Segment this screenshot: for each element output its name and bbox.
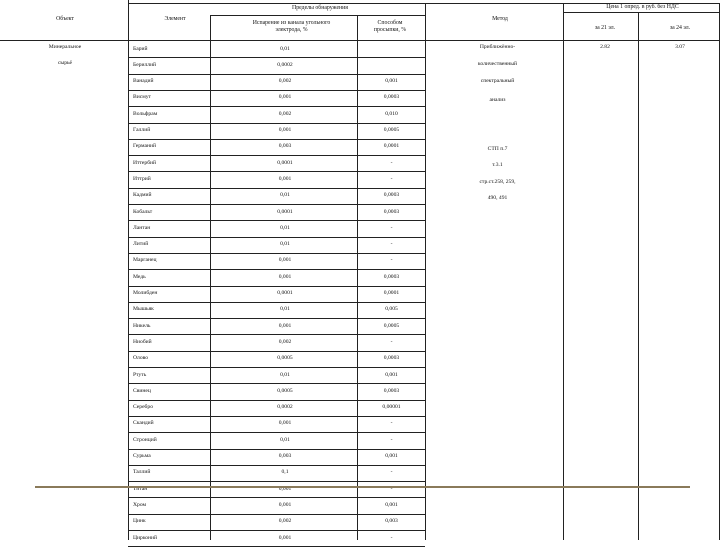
row-rule <box>128 155 425 156</box>
element-name: Вольфрам <box>133 110 158 117</box>
row-rule <box>128 220 425 221</box>
row-rule <box>128 497 425 498</box>
evap-limit: 0,001 <box>278 94 292 101</box>
price-sub-rule <box>563 12 720 13</box>
evap-limit: 0,01 <box>280 241 290 248</box>
header-sub-rule <box>210 15 425 16</box>
spill-limit: - <box>390 420 393 427</box>
evap-limit: 0,0005 <box>277 387 293 394</box>
row-rule <box>128 204 425 205</box>
bottom-accent-rule <box>35 486 690 488</box>
evap-limit: 0,0002 <box>277 61 293 68</box>
spill-limit: 0,0001 <box>383 143 400 150</box>
spill-limit: 0,001 <box>385 501 398 508</box>
spill-limit: 0,010 <box>385 110 398 117</box>
evap-limit: 0,01 <box>280 192 290 199</box>
evap-limit: 0,1 <box>281 469 289 476</box>
row-rule <box>128 286 425 287</box>
element-name: Кобальт <box>133 208 153 215</box>
element-name: Галлий <box>133 127 151 133</box>
spill-limit: 0,0003 <box>383 273 400 280</box>
method-line-10: 490, 491 <box>487 195 508 201</box>
element-name: Таллий <box>133 469 151 476</box>
header-limit-carbon-electrode: Испарение из канала угольного электрода, % <box>252 20 331 33</box>
col-rule-method <box>563 3 564 540</box>
method-line-3: спектральный <box>480 78 515 84</box>
header-price-title: Цена 1 опред. в руб. без НДС <box>606 4 679 10</box>
spill-limit: 0,001 <box>385 78 398 85</box>
evap-limit: 0,001 <box>278 322 292 329</box>
method-line-4: анализ <box>489 97 506 103</box>
row-rule <box>128 318 425 319</box>
element-name: Молибден <box>133 290 158 296</box>
object-label-line2: сырьё <box>57 60 73 66</box>
row-rule <box>128 481 425 482</box>
spill-limit: 0,0003 <box>383 94 400 101</box>
evap-limit: 0,003 <box>278 453 292 459</box>
header-element: Элемент <box>164 16 186 22</box>
spill-limit: 0,0003 <box>383 208 400 215</box>
spill-limit: 0,0003 <box>383 387 400 394</box>
evap-limit: 0,01 <box>280 224 290 231</box>
element-name: Мышьяк <box>133 306 154 313</box>
evap-limit: 0,0001 <box>277 208 293 215</box>
element-name: Висмут <box>133 94 151 101</box>
evap-limit: 0,01 <box>280 306 290 313</box>
spill-limit: 0,001 <box>385 453 398 459</box>
spill-limit: 0,0001 <box>383 290 400 296</box>
spill-limit: 0,005 <box>385 306 398 313</box>
evap-limit: 0,01 <box>280 371 290 378</box>
row-rule <box>128 253 425 254</box>
element-name: Стронций <box>133 436 157 443</box>
element-name: Олово <box>133 355 149 362</box>
row-rule <box>128 171 425 172</box>
element-name: Иттрий <box>133 175 151 182</box>
col-rule-spill <box>425 3 426 540</box>
spill-limit: - <box>390 436 393 443</box>
row-rule <box>128 514 425 515</box>
row-rule <box>128 432 425 433</box>
evap-limit: 0,01 <box>280 436 290 443</box>
element-name: Цирконий <box>133 534 158 541</box>
row-rule <box>128 383 425 384</box>
row-rule <box>128 465 425 466</box>
element-name: Ниобий <box>133 338 152 345</box>
evap-limit: 0,001 <box>278 420 292 427</box>
evap-limit: 0,001 <box>278 485 292 492</box>
element-name: Литий <box>133 241 149 248</box>
evap-limit: 0,0001 <box>277 159 293 166</box>
evap-limit: 0,01 <box>280 45 290 52</box>
spill-limit: - <box>390 485 393 492</box>
spill-limit: 0,0003 <box>383 355 400 362</box>
evap-limit: 0,0001 <box>277 290 293 296</box>
price-24-elements: 3.07 <box>675 44 685 50</box>
evap-limit: 0,001 <box>278 175 292 182</box>
element-name: Серебро <box>133 404 154 411</box>
row-rule <box>128 530 425 531</box>
method-line-9: стр.ст.258, 259, <box>479 179 516 185</box>
element-name: Сурьма <box>133 453 151 459</box>
spill-limit: - <box>390 469 393 476</box>
spill-limit: - <box>390 534 393 541</box>
row-rule <box>128 449 425 450</box>
evap-limit: 0,001 <box>278 501 292 508</box>
spill-limit: - <box>390 257 393 264</box>
element-name: Германий <box>133 143 156 150</box>
header-price-col2: за 24 эл. <box>669 25 691 31</box>
evap-limit: 0,0002 <box>277 404 293 411</box>
element-name: Марганец <box>133 257 157 264</box>
evap-limit: 0,002 <box>278 338 292 345</box>
row-rule <box>128 302 425 303</box>
row-rule <box>128 123 425 124</box>
spill-limit: - <box>390 241 393 248</box>
header-method: Метод <box>492 16 508 22</box>
method-line-1: Приближённо- <box>479 44 516 50</box>
element-name: Цинк <box>133 518 146 525</box>
header-price-col1: за 21 эл. <box>594 25 616 31</box>
spill-limit: 0,001 <box>385 371 398 378</box>
spill-limit: - <box>390 224 393 231</box>
spill-limit: - <box>390 175 393 182</box>
evap-limit: 0,001 <box>278 534 292 541</box>
element-name: Иттербий <box>133 159 157 166</box>
element-name: Никель <box>133 322 151 329</box>
header-detection-limits: Пределы обнаружения <box>292 5 348 11</box>
evap-limit: 0,002 <box>278 78 292 85</box>
spill-limit: 0,0005 <box>383 322 400 329</box>
row-rule <box>128 106 425 107</box>
col-rule-price <box>638 12 639 540</box>
evap-limit: 0,003 <box>278 143 292 150</box>
spill-limit: - <box>390 159 393 166</box>
element-name: Кадмий <box>133 192 152 199</box>
object-label-line1: Минеральное <box>48 44 82 50</box>
row-rule <box>128 139 425 140</box>
element-name: Барий <box>133 45 148 52</box>
row-rule <box>128 90 425 91</box>
spill-limit: 0,0005 <box>383 127 400 133</box>
method-line-8: т.3.1 <box>492 162 503 168</box>
element-name: Бериллий <box>133 61 157 68</box>
spill-limit: 0,003 <box>385 518 398 525</box>
method-line-2: количественный <box>477 61 518 67</box>
method-line-7: СТП п.7 <box>487 146 508 152</box>
row-rule <box>128 367 425 368</box>
row-rule <box>128 74 425 75</box>
header-bottom-rule <box>0 40 720 41</box>
row-rule <box>128 237 425 238</box>
header-limit-spilling: Способом просыпки, % <box>373 20 407 33</box>
col-rule-evap <box>357 15 358 540</box>
element-name: Ванадий <box>133 78 154 85</box>
row-rule <box>128 400 425 401</box>
element-name: Свинец <box>133 387 151 394</box>
row-rule <box>128 269 425 270</box>
element-name: Хром <box>133 501 147 508</box>
header-object: Объект <box>56 16 74 22</box>
element-name: Ртуть <box>133 371 147 378</box>
spill-limit: - <box>390 338 393 345</box>
element-name: Медь <box>133 273 146 280</box>
row-rule <box>128 416 425 417</box>
row-rule <box>128 334 425 335</box>
spill-limit: 0,00001 <box>382 404 401 411</box>
element-name: Титан <box>133 485 148 492</box>
row-rule <box>128 188 425 189</box>
element-name: Лантан <box>133 224 151 231</box>
evap-limit: 0,002 <box>278 110 292 117</box>
row-rule <box>128 351 425 352</box>
evap-limit: 0,001 <box>278 273 292 280</box>
evap-limit: 0,001 <box>278 257 292 264</box>
evap-limit: 0,0005 <box>277 355 293 362</box>
col-rule-element <box>210 15 211 540</box>
row-rule <box>128 57 425 58</box>
evap-limit: 0,002 <box>278 518 292 525</box>
price-21-elements: 2.82 <box>600 44 610 50</box>
spill-limit: 0,0003 <box>383 192 400 199</box>
element-name: Скандий <box>133 420 154 427</box>
evap-limit: 0,001 <box>278 127 292 133</box>
